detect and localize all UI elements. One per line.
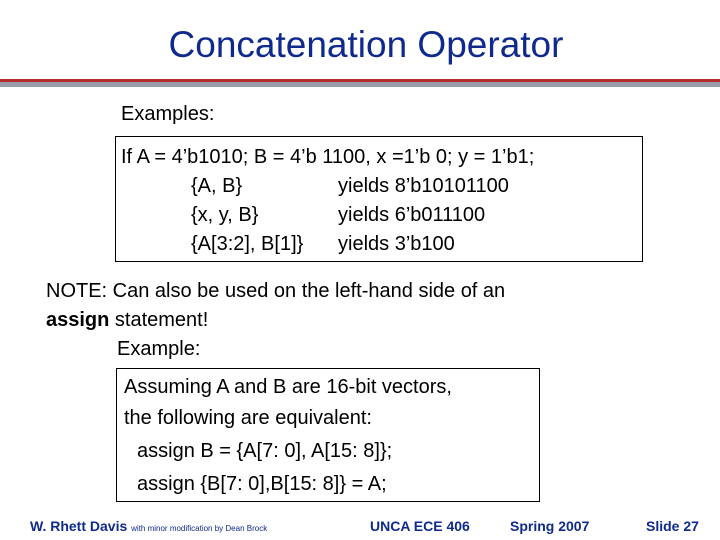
footer-term: Spring 2007 — [510, 518, 590, 534]
example-result: yields 6’b011100 — [338, 204, 486, 226]
examples-definition: If A = 4’b1010; B = 4’b 1100, x =1’b 0; y = 1’b1; — [121, 146, 535, 168]
note-example-code: assign {B[7: 0],B[15: 8]} = A; — [137, 473, 387, 495]
note-line: NOTE: Can also be used on the left-hand side of an — [46, 280, 506, 302]
example-result: yields 3’b100 — [338, 233, 455, 255]
title-divider-gray — [0, 82, 720, 87]
footer-course: UNCA ECE 406 — [370, 518, 470, 534]
note-line-2-rest: statement! — [109, 309, 209, 331]
note-example-line: the following are equivalent: — [124, 407, 372, 429]
footer-author-note: with minor modification by Dean Brock — [131, 524, 268, 533]
note-line-2 — [46, 306, 208, 335]
examples-label: Examples: — [121, 103, 215, 125]
example-expression: {x, y, B} — [191, 204, 259, 226]
note-example-line: Assuming A and B are 16-bit vectors, — [124, 376, 452, 398]
example-expression: {A[3:2], B[1]} — [191, 233, 304, 255]
assign-keyword: assign — [46, 309, 110, 331]
footer-author-name: W. Rhett Davis — [30, 518, 128, 534]
note-example-code: assign B = {A[7: 0], A[15: 8]}; — [137, 440, 393, 462]
note-example-label: Example: — [117, 338, 201, 360]
example-result: yields 8’b10101100 — [338, 175, 509, 197]
example-expression: {A, B} — [191, 175, 243, 197]
footer-author — [30, 516, 267, 539]
slide-title: Concatenation Operator — [168, 24, 564, 65]
footer-slide-number: Slide 27 — [646, 518, 699, 534]
